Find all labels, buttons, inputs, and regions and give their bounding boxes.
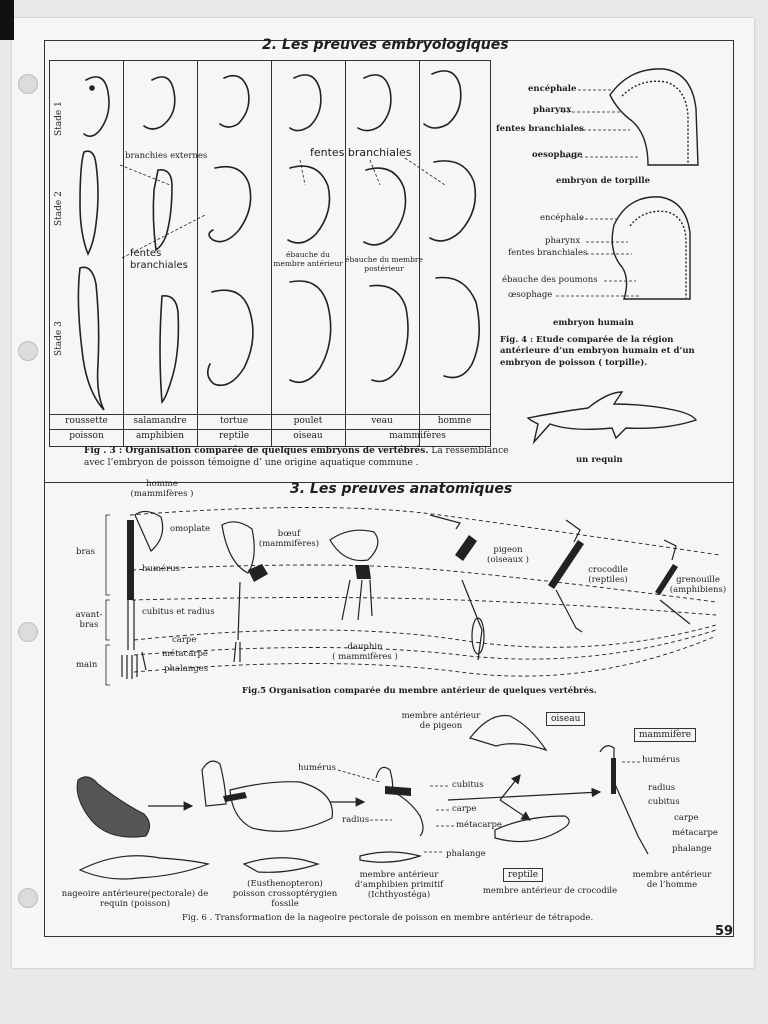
bone-label: carpe — [452, 804, 477, 814]
label-amphibien: membre antérieur d’amphibien primitif (Ichthyostéga) — [354, 870, 444, 900]
bone-label: métacarpe — [162, 649, 208, 659]
human-bone-label: cubitus — [648, 797, 680, 807]
human-title: embryon humain — [553, 318, 634, 328]
section-2-title: 2. Les preuves embryologiques — [262, 37, 509, 53]
animal-group: (reptiles) — [588, 574, 628, 585]
bone-label: cubitus — [452, 780, 484, 790]
region-label: bras — [76, 547, 95, 557]
species-cell: salamandre — [133, 416, 187, 426]
label-fentes-branchiales: fentes branchiales — [310, 146, 412, 159]
human-bone-label: radius — [648, 783, 676, 793]
species-cell: veau — [371, 416, 393, 426]
class-cell: mammifères — [389, 431, 446, 441]
torpille-title: embryon de torpille — [556, 176, 650, 186]
leader-line — [338, 770, 380, 782]
species-cell: homme — [437, 416, 472, 426]
region-label: main — [76, 660, 98, 670]
animal-group: (amphibiens) — [669, 584, 727, 595]
animal-group: (mammifères) — [258, 538, 320, 549]
eusthenopteron-girdle — [202, 761, 226, 806]
bone-label: métacarpe — [456, 820, 502, 830]
human-label: ébauche des poumons — [502, 275, 598, 285]
human-label: fentes branchiales — [508, 248, 588, 258]
human-bone-label: carpe — [674, 813, 699, 823]
animal-group: (mammifères ) — [130, 488, 194, 499]
label-oiseau: oiseau — [546, 712, 585, 726]
fig3-caption-title: Fig . 3 : Organisation comparée de quelques embryons de vertébrés. — [84, 446, 429, 456]
label-ebauche-posterieur: ébauche du membre postérieur — [345, 255, 423, 273]
eusthenopteron-sketch — [244, 858, 318, 873]
evolution-arrow — [448, 792, 600, 800]
section-3-title: 3. Les preuves anatomiques — [290, 481, 513, 497]
bone-label: phalange — [446, 849, 486, 859]
label-reptile: reptile — [503, 868, 543, 882]
label-branchies-externes: branchies externes — [125, 151, 208, 161]
label-ebauche-anterieur: ébauche du membre antérieur — [273, 250, 343, 268]
animal-name: bœuf — [277, 529, 301, 539]
species-cell: roussette — [65, 416, 108, 426]
animal-name: dauphin — [347, 642, 383, 652]
fig3-caption-text: La ressemblance avec l’embryon de poisson témoigne d’ une origine aquatique commune . — [84, 446, 509, 468]
human-label: pharynx — [545, 236, 581, 246]
bone-label: cubitus et radius — [142, 607, 215, 617]
animal-name: crocodile — [588, 565, 628, 575]
species-cell: poulet — [293, 416, 323, 426]
requin-sketch — [80, 856, 208, 879]
animal-group: (oiseaux ) — [487, 554, 529, 565]
species-cell: tortue — [219, 416, 249, 426]
torpille-label: oesophage — [532, 150, 583, 160]
ichthyostega-sketch — [360, 852, 420, 862]
animal-name: homme — [146, 479, 178, 489]
animal-name: pigeon — [493, 545, 523, 555]
animal-group: ( mammifères ) — [332, 651, 398, 662]
eusthenopteron-fin — [230, 782, 332, 832]
bone-label: phalanges — [164, 664, 209, 674]
animal-name: grenouille — [676, 575, 720, 585]
label-requin: nageoire antérieure(pectorale) de requin (poisson) — [61, 889, 209, 909]
class-cell: poisson — [69, 431, 104, 441]
stage-label: Stade 1 — [54, 101, 64, 136]
requin-fin — [77, 777, 149, 837]
label-eusthenopteron: (Eusthenopteron) poisson crossoptérygien fossile — [232, 879, 338, 909]
label-crocodile: membre antérieur de crocodile — [482, 886, 618, 896]
human-label: encéphale — [540, 213, 585, 223]
human-bone-label: phalange — [672, 844, 712, 854]
page-number: 59 — [715, 924, 734, 939]
bone-label: humérus — [298, 763, 336, 773]
torpille-label: fentes branchiales — [496, 124, 584, 134]
bone-label: radius — [342, 815, 370, 825]
class-cell: oiseau — [293, 431, 323, 441]
region-label: avant-bras — [75, 610, 103, 630]
amphibian-limb — [390, 790, 423, 836]
stage-label: Stade 2 — [54, 191, 64, 226]
fig4-caption: Fig. 4 : Etude comparée de la région antérieure d’un embryon humain et d’un embryon de poisson ( torpille). — [500, 335, 695, 368]
crocodile-sketch — [495, 816, 569, 842]
label-fentes-branchiales-left: fentes branchiales — [130, 248, 188, 271]
evolution-arrow — [500, 800, 530, 820]
human-bone-label: humérus — [642, 755, 680, 765]
shark-label: un requin — [576, 455, 623, 465]
torpille-label: encéphale — [528, 84, 577, 94]
label-homme: membre antérieur de l’homme — [632, 870, 712, 890]
stage-label: Stade 3 — [54, 321, 64, 356]
human-bone-label: métacarpe — [672, 828, 718, 838]
human-label: œsophage — [508, 290, 553, 300]
bone-label: humérus — [142, 564, 180, 574]
class-cell: amphibien — [135, 431, 185, 441]
label-mammifere: mammifère — [634, 728, 696, 742]
class-cell: reptile — [218, 431, 250, 441]
human-humerus — [611, 758, 616, 794]
bone-label: carpe — [172, 635, 197, 645]
bone-label: omoplate — [170, 524, 210, 534]
label-membre-pigeon: membre antérieur de pigeon — [401, 711, 481, 731]
fig5-caption: Fig.5 Organisation comparée du membre antérieur de quelques vertébrés. — [242, 686, 597, 696]
amphibian-humerus — [385, 786, 411, 796]
eusthenopteron-humerus — [223, 792, 247, 802]
fig6-caption: Fig. 6 . Transformation de la nageoire pectorale de poisson en membre antérieur de tétrapode. — [182, 913, 594, 923]
torpille-label: pharynx — [533, 105, 572, 115]
